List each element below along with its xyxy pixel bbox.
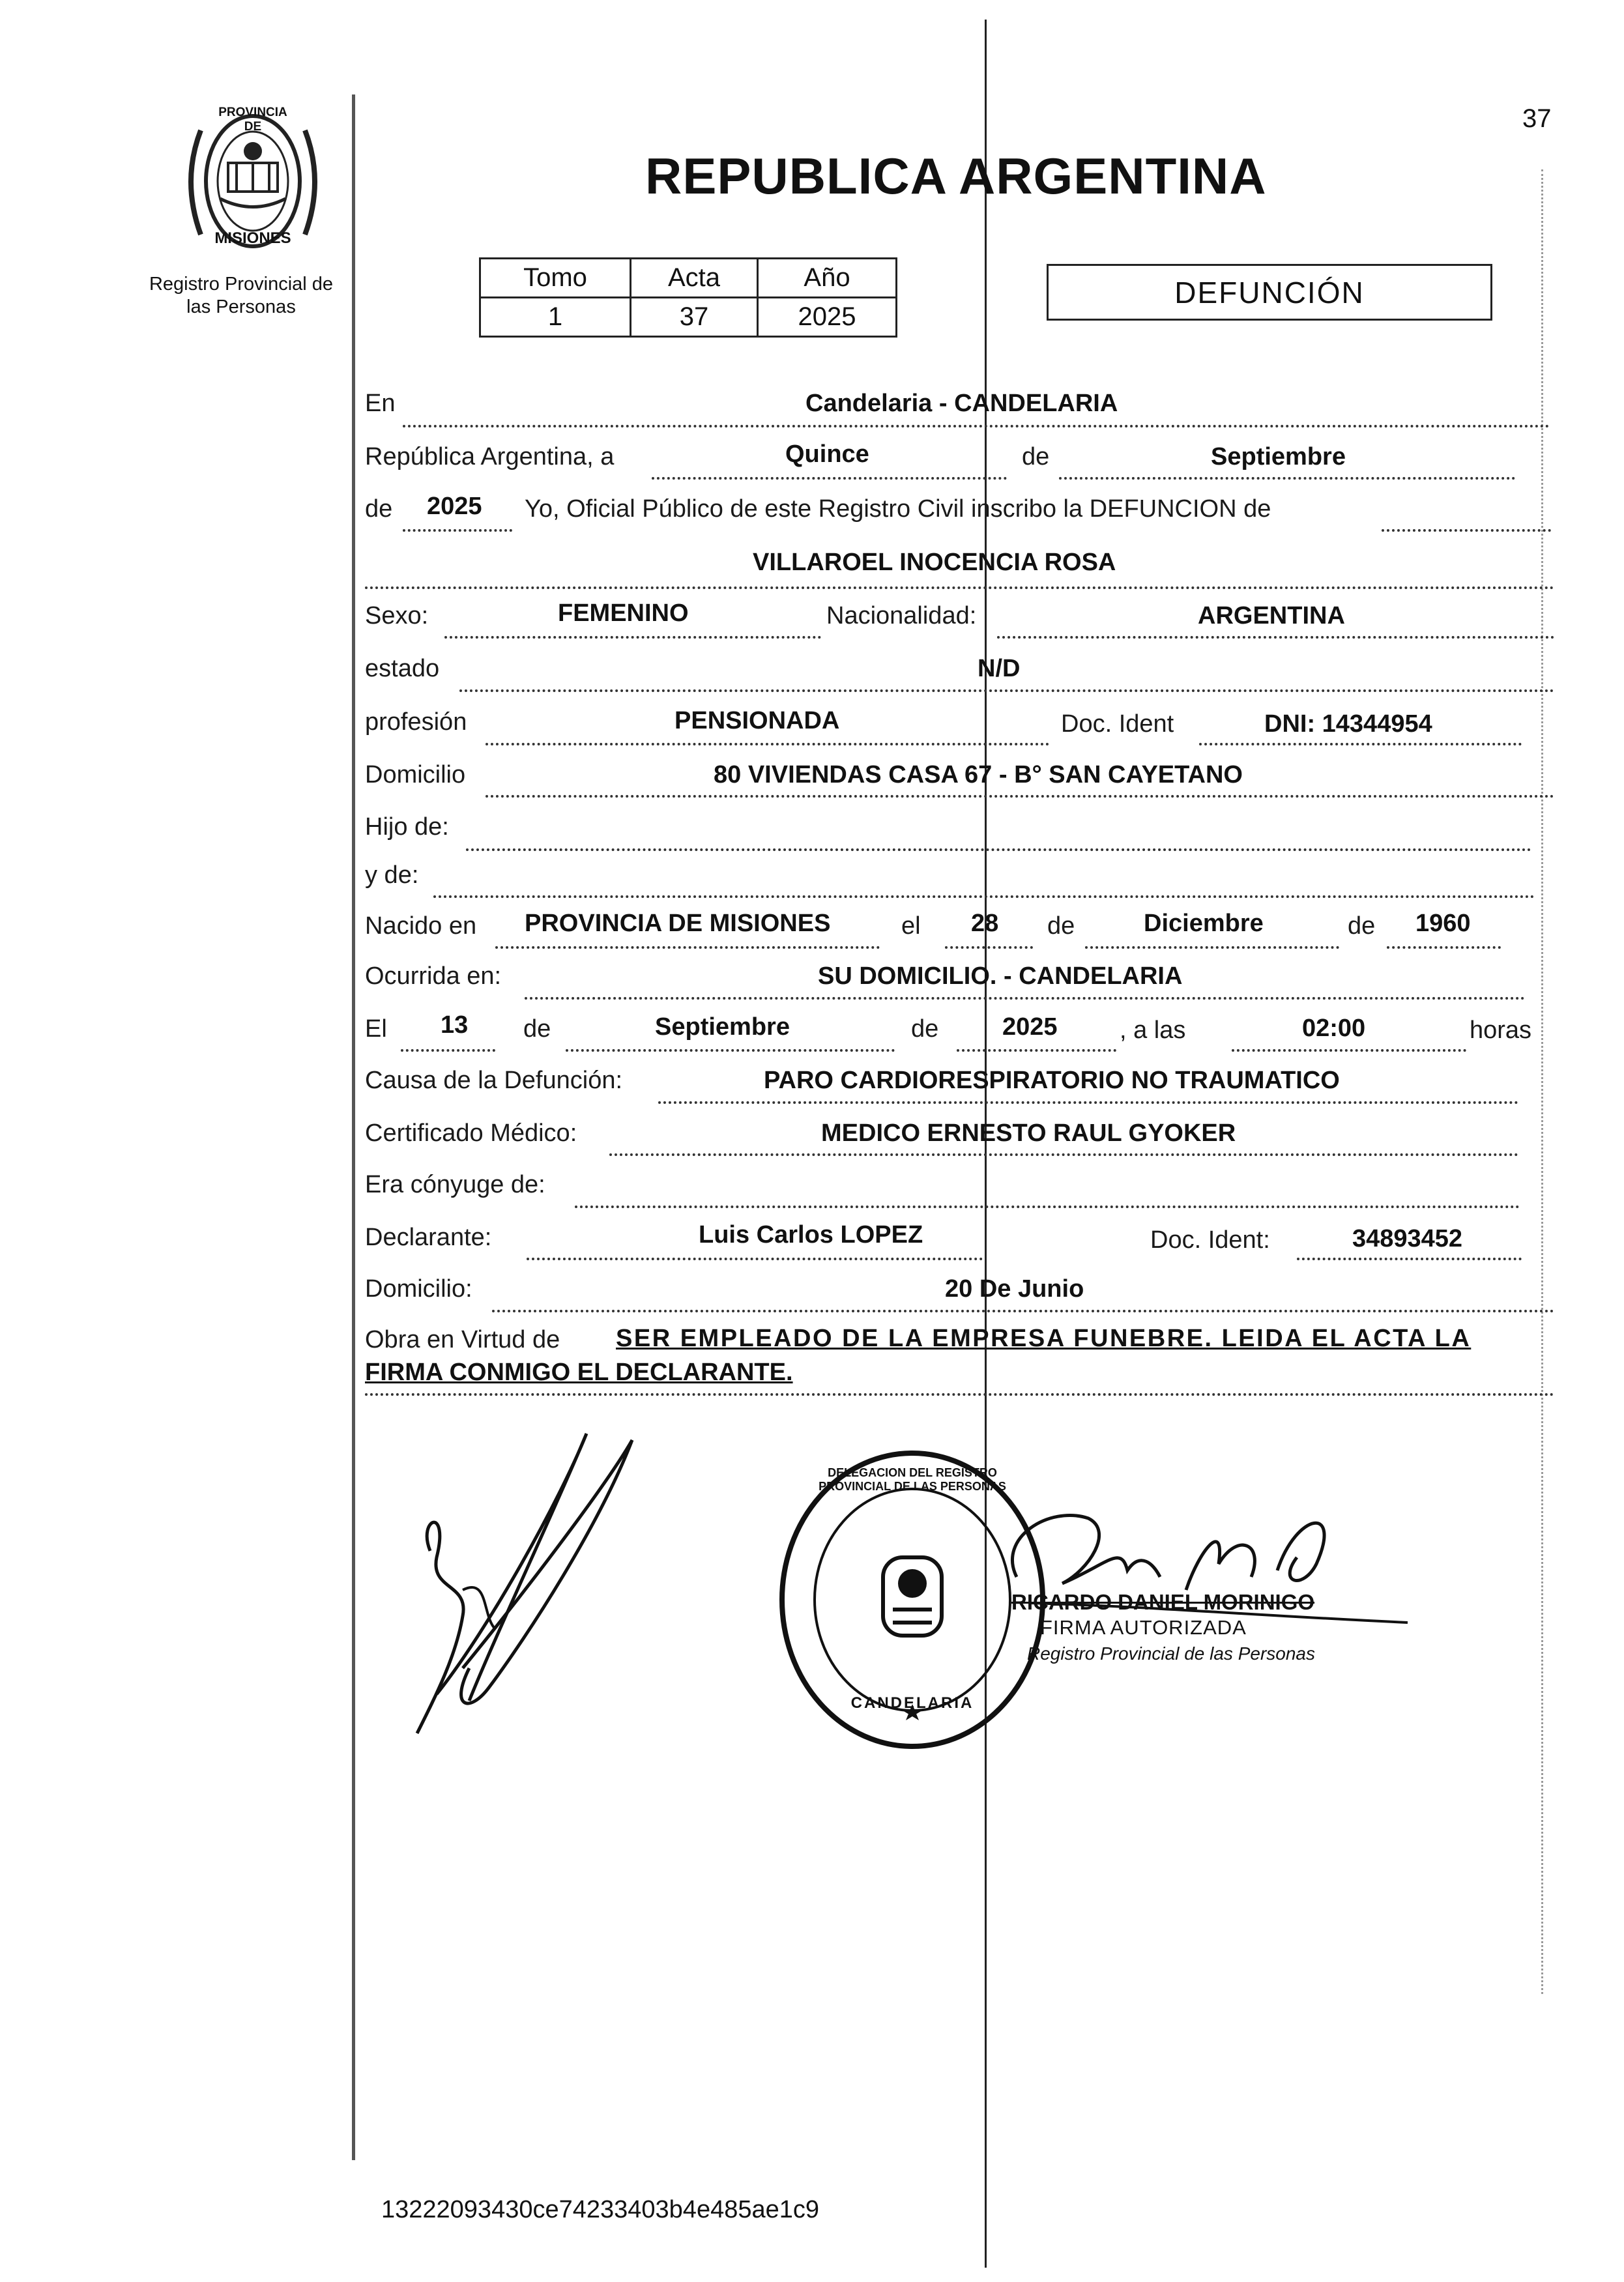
alas-label: , a las (1120, 1017, 1186, 1044)
year-value: 2025 (427, 493, 482, 520)
month-value: Septiembre (1211, 443, 1346, 470)
nacido-value: PROVINCIA DE MISIONES (525, 910, 831, 937)
conyuge-line (575, 1206, 1520, 1208)
nacido-label: Nacido en (365, 912, 477, 940)
domicilio2-value: 20 De Junio (945, 1275, 1084, 1303)
death-time-line (1232, 1049, 1466, 1052)
causa-line (658, 1101, 1518, 1104)
official-name: RICARDO DANIEL MORINIGO (1011, 1590, 1315, 1614)
de-label: de (1022, 443, 1050, 470)
domicilio-label: Domicilio (365, 761, 466, 788)
estado-value: N/D (978, 655, 1021, 682)
nacionalidad-value: ARGENTINA (1198, 602, 1345, 629)
day-value: Quince (785, 441, 869, 468)
el-label: el (901, 912, 921, 940)
profesion-line (486, 743, 1049, 745)
month-line (1059, 477, 1515, 480)
estado-label: estado (365, 655, 440, 682)
ledger-value-tomo: 1 (479, 296, 631, 338)
ocurrida-value: SU DOMICILIO. - CANDELARIA (818, 962, 1183, 990)
conyuge-label: Era cónyuge de: (365, 1171, 545, 1198)
year-de-label: de (365, 495, 393, 523)
obra-label: Obra en Virtud de (365, 1326, 560, 1353)
deceased-name: VILLAROEL INOCENCIA ROSA (753, 549, 1116, 576)
birth-day: 28 (971, 910, 999, 937)
causa-label: Causa de la Defunción: (365, 1067, 623, 1094)
year-line (403, 529, 512, 532)
inscribo-text: Yo, Oficial Público de este Registro Civil inscribo la DEFUNCION de (525, 495, 1271, 523)
ledger-value-ano: 2025 (757, 296, 897, 338)
birth-month-line (1085, 946, 1339, 949)
inscribo-line (1382, 529, 1551, 532)
nacionalidad-line (997, 636, 1554, 639)
declarante-line (527, 1258, 983, 1260)
declarant-signature (391, 1421, 665, 1759)
death-day-line (401, 1049, 495, 1052)
registry-name-line2: las Personas (186, 296, 296, 317)
hijo-line (466, 848, 1531, 851)
nacido-line (495, 946, 880, 949)
death-de2: de (911, 1015, 939, 1043)
birth-de2: de (1348, 912, 1376, 940)
ledger-header-ano: Año (757, 257, 897, 298)
profesion-value: PENSIONADA (674, 707, 840, 734)
domicilio-value: 80 VIVIENDAS CASA 67 - B° SAN CAYETANO (714, 761, 1243, 788)
certificado-line (609, 1153, 1518, 1156)
ledger-header-tomo: Tomo (479, 257, 631, 298)
doc-value: DNI: 14344954 (1264, 710, 1432, 738)
yde-line (433, 895, 1535, 898)
registry-name-line1: Registro Provincial de (149, 274, 334, 295)
en-label: En (365, 390, 396, 417)
doc-line (1199, 743, 1522, 745)
doc2-label: Doc. Ident: (1150, 1226, 1270, 1254)
domicilio2-label: Domicilio: (365, 1275, 472, 1303)
yde-label: y de: (365, 861, 419, 889)
sexo-value: FEMENINO (558, 599, 689, 627)
ocurrida-line (525, 997, 1525, 1000)
death-month: Septiembre (655, 1013, 790, 1041)
logo-text-top: PROVINCIA DE (218, 106, 287, 134)
document-hash: 13222093430ce74233403b4e485ae1c9 (381, 2196, 820, 2223)
declarante-label: Declarante: (365, 1224, 492, 1251)
doc2-line (1297, 1258, 1522, 1260)
birth-year: 1960 (1415, 910, 1471, 937)
birth-day-line (945, 946, 1033, 949)
death-year: 2025 (1002, 1013, 1058, 1041)
death-de1: de (523, 1015, 551, 1043)
official-office: Registro Provincial de las Personas (1027, 1643, 1315, 1664)
causa-value: PARO CARDIORESPIRATORIO NO TRAUMATICO (764, 1067, 1340, 1094)
death-day: 13 (441, 1011, 469, 1039)
domicilio-line (486, 795, 1554, 798)
nacionalidad-label: Nacionalidad: (826, 602, 977, 629)
republica-label: República Argentina, a (365, 443, 615, 470)
province-logo (155, 104, 351, 261)
deceased-line (365, 586, 1554, 589)
en-value: Candelaria - CANDELARIA (805, 390, 1118, 417)
death-time: 02:00 (1302, 1015, 1366, 1042)
death-year-line (957, 1049, 1116, 1052)
en-line (403, 425, 1550, 427)
obra-value-line2: FIRMA CONMIGO EL DECLARANTE. (365, 1359, 793, 1386)
hijo-label: Hijo de: (365, 813, 449, 841)
certificado-value: MEDICO ERNESTO RAUL GYOKER (821, 1119, 1236, 1147)
doc-label: Doc. Ident (1061, 710, 1174, 738)
obra-value-line1: SER EMPLEADO DE LA EMPRESA FUNEBRE. LEIDA EL ACTA LA (616, 1325, 1472, 1352)
logo-text-bottom: MISIONES (214, 229, 291, 247)
horas-label: horas (1470, 1017, 1532, 1044)
page-number: 37 (1522, 104, 1552, 133)
ledger-header-acta: Acta (630, 257, 759, 298)
doc2-value: 34893452 (1352, 1225, 1463, 1252)
right-margin-ticks (1541, 169, 1548, 1994)
birth-de1: de (1047, 912, 1075, 940)
obra-line (365, 1393, 1554, 1396)
certificado-label: Certificado Médico: (365, 1119, 577, 1147)
sexo-line (444, 636, 821, 639)
ocurrida-label: Ocurrida en: (365, 962, 502, 990)
day-line (652, 477, 1007, 480)
ledger-value-acta: 37 (630, 296, 759, 338)
el2-label: El (365, 1015, 387, 1043)
profesion-label: profesión (365, 708, 467, 736)
stamp-ring-text: DELEGACION DEL REGISTRO PROVINCIAL DE LAS PERSONAS (819, 1466, 1006, 1493)
page-title: REPUBLICA ARGENTINA (645, 147, 1267, 205)
left-margin-rule (352, 94, 355, 2160)
domicilio2-line (492, 1310, 1554, 1312)
birth-month: Diciembre (1144, 910, 1264, 937)
declarante-value: Luis Carlos LOPEZ (699, 1221, 923, 1249)
death-month-line (566, 1049, 895, 1052)
sexo-label: Sexo: (365, 602, 429, 629)
official-role: FIRMA AUTORIZADA (1040, 1616, 1247, 1639)
record-type-box: DEFUNCIÓN (1047, 264, 1492, 321)
stamp-locality: CANDELARIA (850, 1694, 974, 1712)
birth-year-line (1387, 946, 1501, 949)
estado-line (459, 689, 1554, 692)
